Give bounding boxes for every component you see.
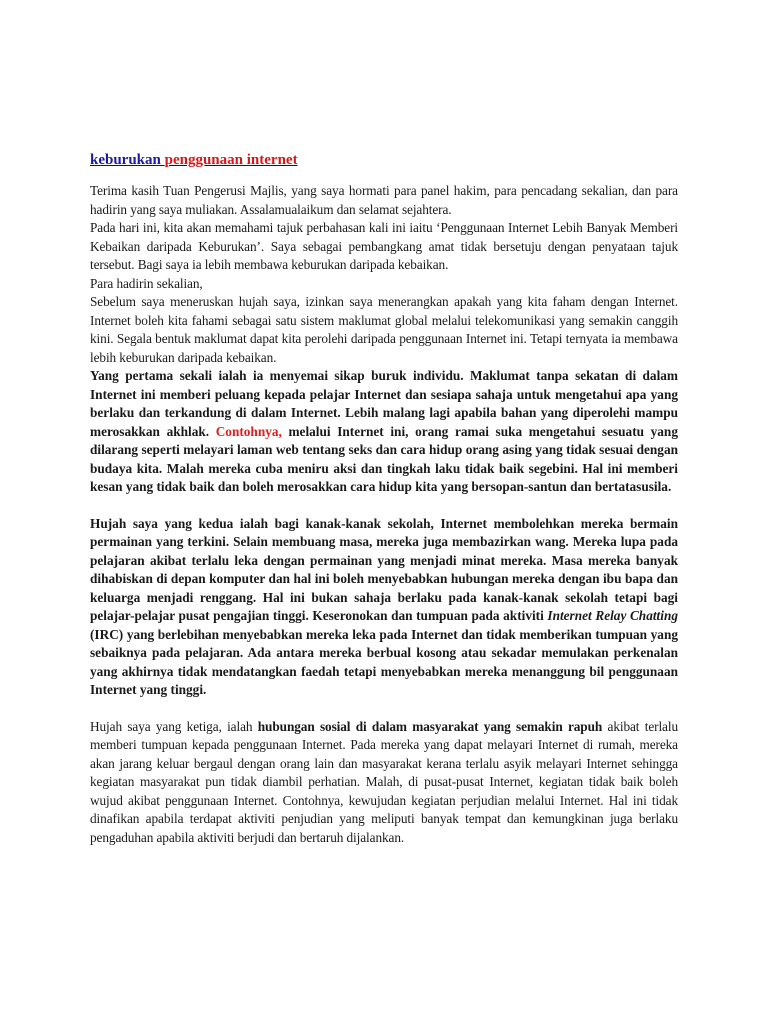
paragraph-topic: Pada hari ini, kita akan memahami tajuk perbahasan kali ini iaitu ‘Penggunaan Internet Lebih Banyak Memberi Kebaikan daripada Keburukan’. Saya sebagai pembangkang amat tidak bersetuju dengan penyataan tajuk tersebut. Bagi saya ia lebih membawa keburukan daripada kebaikan. [90,220,678,272]
argument-one-text-b: melalui Internet ini, orang ramai suka mengetahui sesuatu yang dilarang seperti melayari laman web tentang seks dan cara hidup orang asing yang tidak sesuai dengan budaya kita. Malah mereka cuba meniru aksi dan tingkah laku tidak baik segebini. Hal ini memberi kesan yang tidak baik dan boleh merosakkan cara hidup kita yang bersopan-santun dan bertatasusila. [90,423,678,494]
argument-three-bold: hubungan sosial di dalam masyarakat yang semakin rapuh [257,718,603,734]
argument-one-text-a: Yang pertama sekali ialah ia menyemai sikap buruk individu. Maklumat tanpa sekatan di dalam Internet ini memberi peluang kepada pelajar Internet dan sesiapa sahaja untuk mengetahui apa yang berlaku dan terkandung di dalam Internet. Lebih malang lagi apabila bahan yang diperolehi mampu merosakkan akhlak. [90,368,678,439]
paragraph-address: Para hadirin sekalian, [90,275,203,291]
title-part-penggunaan[interactable]: penggunaan internet [164,152,298,168]
argument-three-text-b: akibat terlalu memberi tumpuan kepada penggunaan Internet. Pada mereka yang dapat melayari Internet di rumah, mereka akan jarang keluar bergaul dengan orang lain dan masyarakat kerana terlalu asyik melayari Internet sehingga kegiatan masyarakat pun tidak diambil perhatian. Malah, di pusat-pusat Internet, kegiatan tidak baik boleh wujud akibat penggunaan Internet. Contohnya, kewujudan kegiatan perjudian melalui Internet. Hal ini tidak dinafikan apabila terdapat aktiviti penjudian yang meliputi banyak tempat dan kemungkinan juga berlaku pengaduhan apabila aktiviti berjudi dan bertaruh dijalankan. [90,718,678,845]
argument-two-irc-term: Internet Relay Chatting [547,608,678,623]
argument-three-text-a: Hujah saya yang ketiga, ialah [90,718,258,734]
paragraph-argument-two [90,515,678,700]
paragraph-gap [90,700,678,718]
paragraph-argument-three [90,718,678,848]
document-body [90,150,678,847]
paragraph-greeting: Terima kasih Tuan Pengerusi Majlis, yang saya hormati para panel hakim, para pencadang sekalian, dan para hadirin yang saya muliakan. Assalamualaikum dan selamat sejahtera. [90,183,678,217]
document-title [90,150,678,170]
title-part-keburukan[interactable]: keburukan [90,152,165,168]
argument-one-highlight: Contohnya, [215,423,282,439]
argument-two-text-a: Hujah saya yang kedua ialah bagi kanak-kanak sekolah, Internet membolehkan mereka bermain permainan yang terkini. Selain membuang masa, mereka juga membazirkan wang. Mereka lupa pada pelajaran akibat terlalu leka dengan permainan yang menjadi minat mereka. Masa mereka banyak dihabiskan di depan komputer dan hal ini boleh menyebabkan hubungan mereka dengan ibu bapa dan keluarga menjadi renggang. Hal ini bukan sahaja berlaku pada kanak-kanak sekolah tetapi bagi pelajar-pelajar pusat pengajian tinggi. Keseronokan dan tumpuan pada aktiviti [90,515,678,623]
paragraph-definition: Sebelum saya meneruskan hujah saya, izinkan saya menerangkan apakah yang kita faham dengan Internet. Internet boleh kita fahami sebagai satu sistem maklumat global melalui telekomunikasi yang semakin canggih kini. Segala bentuk maklumat dapat kita perolehi daripada penggunaan Internet ini. Tetapi ternyata ia membawa lebih keburukan daripada kebaikan. [90,294,678,365]
paragraph-gap [90,497,678,515]
paragraph-argument-one [90,367,678,497]
argument-two-text-b: (IRC) yang berlebihan menyebabkan mereka leka pada Internet dan tidak memberikan tumpuan yang sebaiknya pada pelajaran. Ada antara mereka berbual kosong atau sekadar memulakan perkenalan yang akhirnya tidak mendatangkan faedah tetapi menyebabkan mereka menanggung bil penggunaan Internet yang tinggi. [90,626,678,697]
